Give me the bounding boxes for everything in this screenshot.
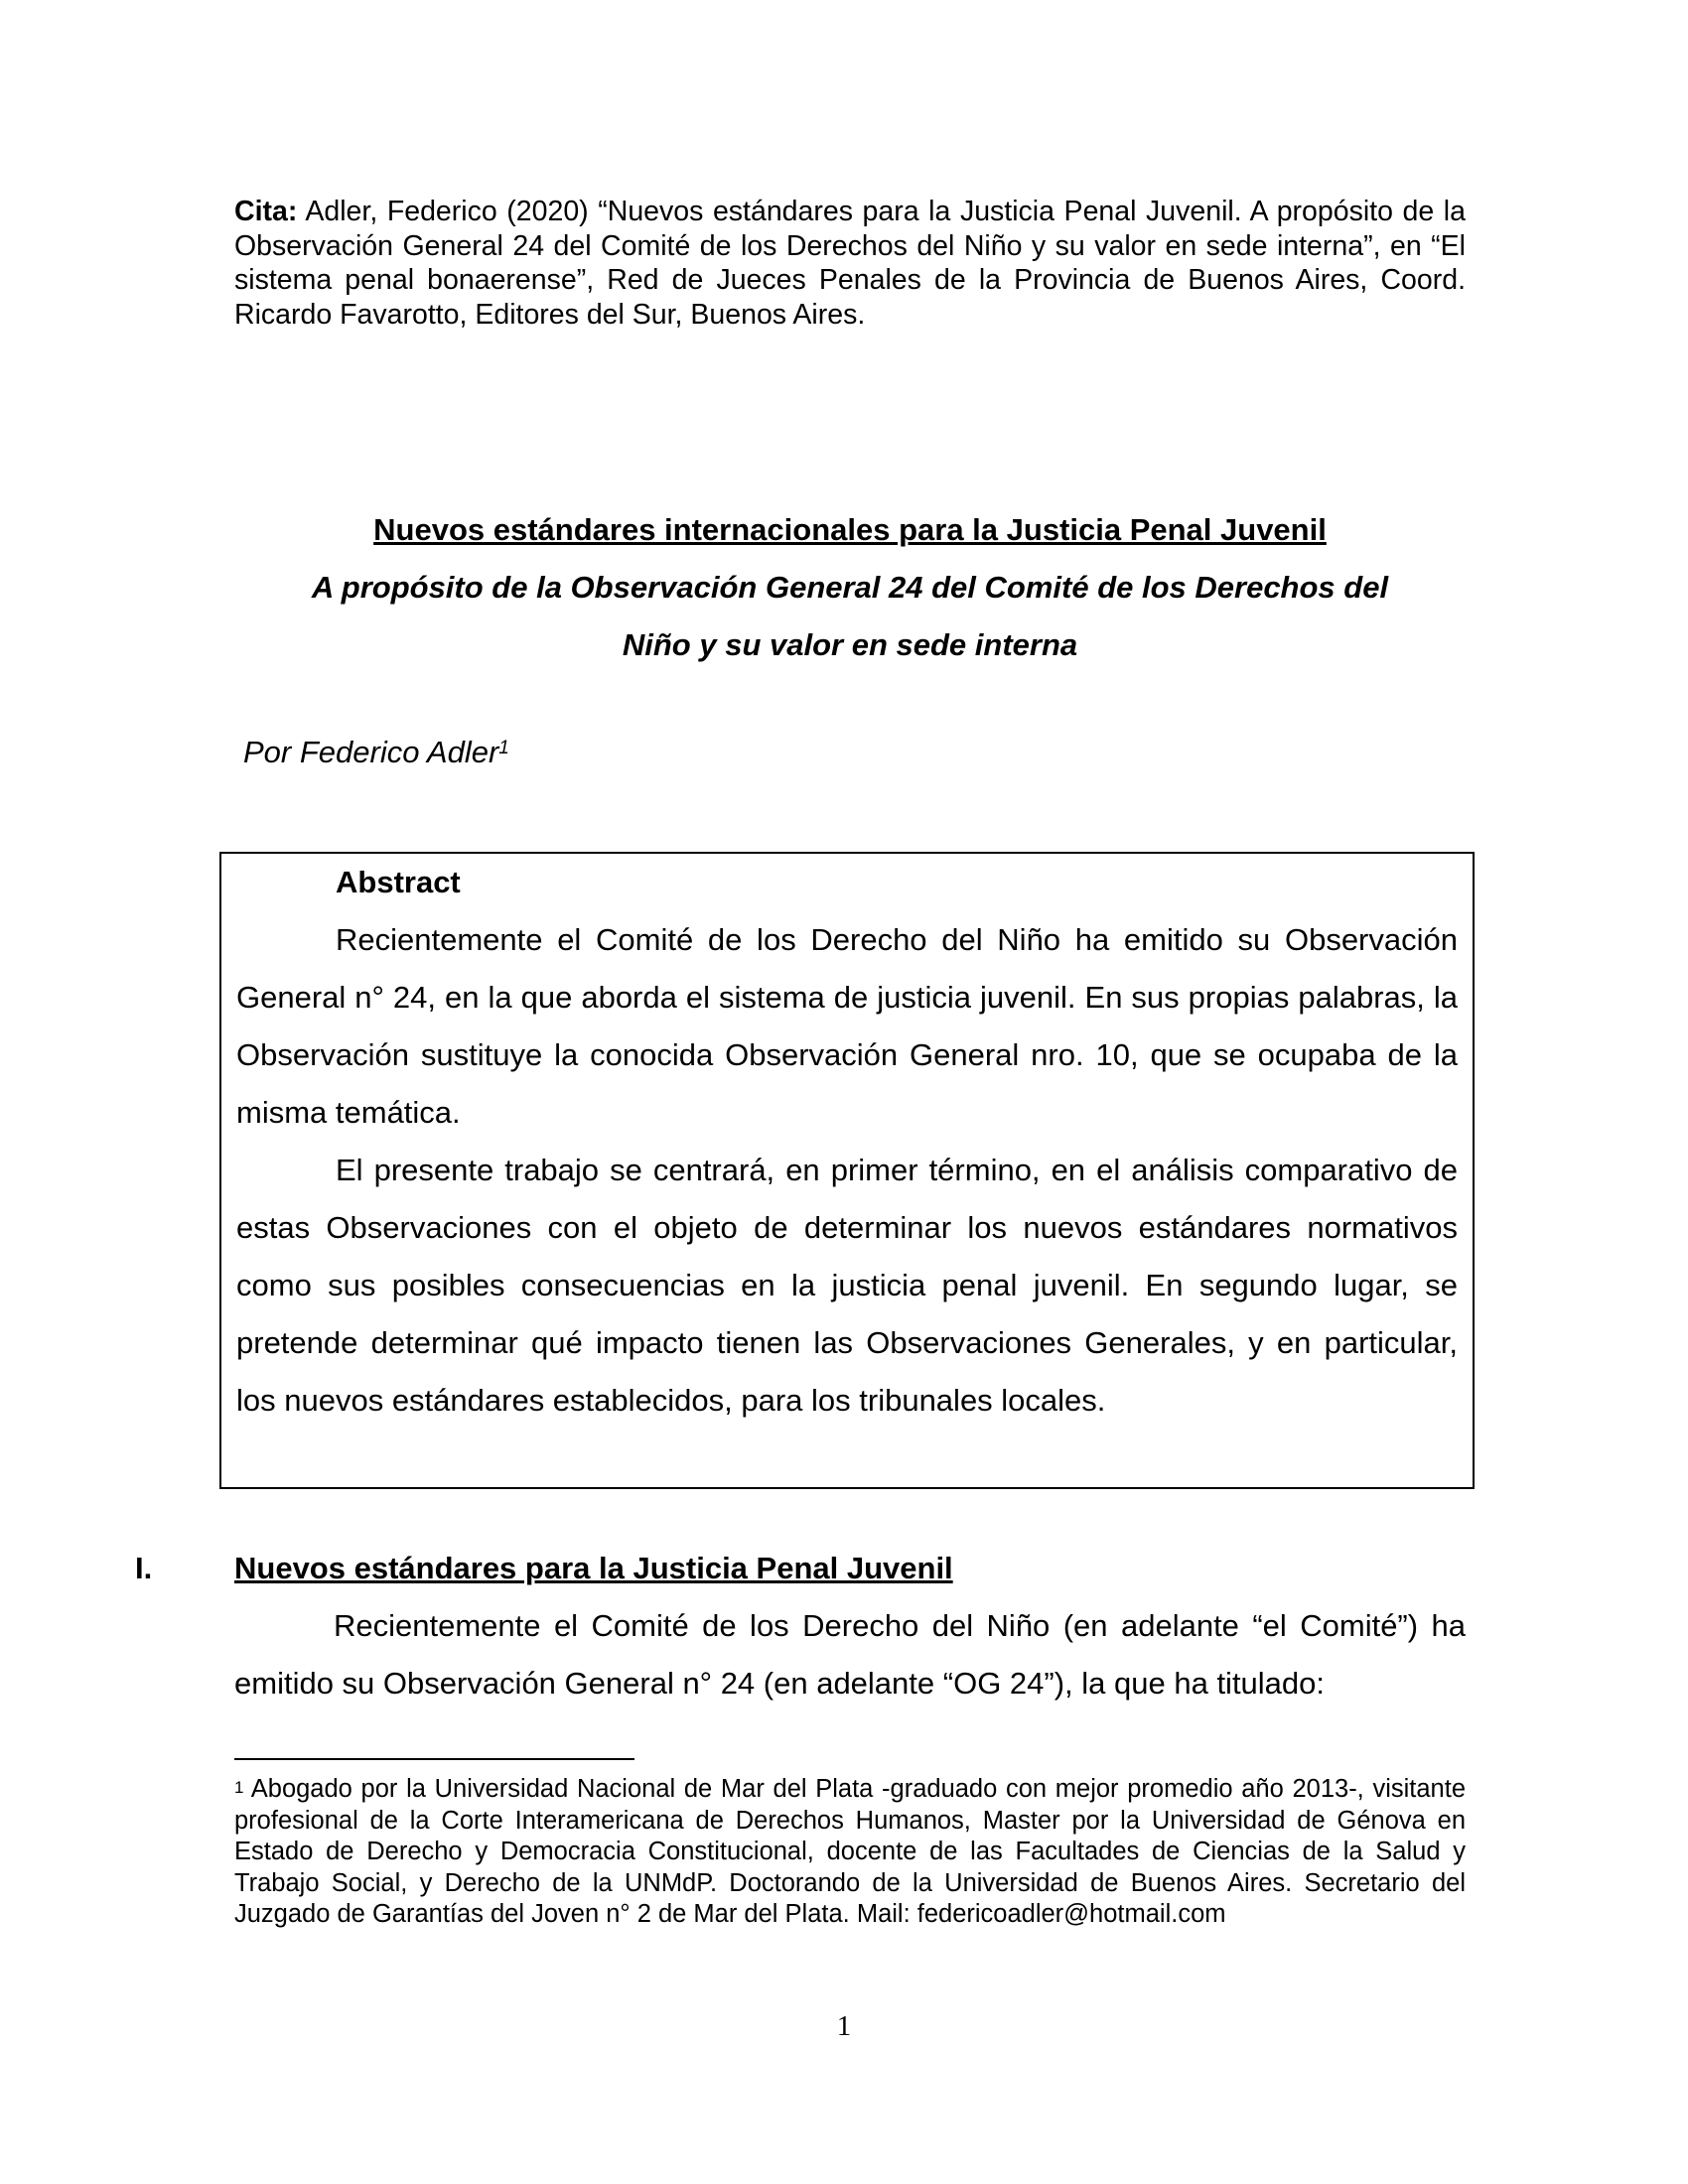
page-number: 1	[836, 2010, 852, 2042]
citation-block	[234, 195, 1466, 332]
footnote	[234, 1774, 1466, 1931]
footnote-reference[interactable]: 1	[498, 738, 509, 758]
section-number: I.	[135, 1551, 153, 1585]
footnote-text: Abogado por la Universidad Nacional de Mar del Plata -graduado con mejor promedio año 2013-, visitante profesional de la Corte Interamericana de Derechos Humanos, Master por la Universidad de Génova en Estado de Derecho y Democracia Constitucional, docente de las Facultades de Ciencias de la Salud y Trabajo Social, y Derecho de la UNMdP. Doctorando de la Universidad de Buenos Aires. Secretario del Juzgado de Garantías del Joven n° 2 de Mar del Plata. Mail: federicoadler@hotmail.com	[234, 1775, 1466, 1928]
section-title: Nuevos estándares para la Justicia Penal Juvenil	[234, 1551, 953, 1585]
citation-label: Cita:	[234, 196, 298, 227]
body-paragraph: Recientemente el Comité de los Derecho del Niño (en adelante “el Comité”) ha emitido su Observación General n° 24 (en adelante “OG 24”), la que ha titulado:	[234, 1608, 1466, 1701]
title-block	[234, 501, 1466, 674]
abstract-paragraph-2: El presente trabajo se centrará, en primer término, en el análisis comparativo de estas Observaciones con el objeto de determinar los nuevos estándares normativos como sus posibles consecuencias en la justicia penal juvenil. En segundo lugar, se pretende determinar qué impacto tienen las Observaciones Generales, y en particular, los nuevos estándares establecidos, para los tribunales locales.	[236, 1153, 1458, 1418]
document-subtitle-line-2: Niño y su valor en sede interna	[622, 627, 1078, 662]
abstract-paragraph-1: Recientemente el Comité de los Derecho del Niño ha emitido su Observación General n° 24, en la que aborda el sistema de justicia juvenil. En sus propias palabras, la Observación sustituye la conocida Observación General nro. 10, que se ocupaba de la misma temática.	[236, 922, 1458, 1130]
document-subtitle-line-1: A propósito de la Observación General 24 del Comité de los Derechos del	[311, 570, 1389, 605]
section-body	[234, 1597, 1466, 1712]
footnote-marker: 1	[234, 1778, 244, 1797]
abstract-heading: Abstract	[336, 865, 461, 899]
author-line	[243, 733, 509, 772]
document-title: Nuevos estándares internacionales para la Justicia Penal Juvenil	[373, 512, 1327, 547]
footnote-divider	[234, 1758, 634, 1760]
author-name: Por Federico Adler	[243, 735, 499, 769]
abstract-box	[219, 852, 1475, 1489]
abstract-content	[236, 854, 1458, 1430]
citation-text: Adler, Federico (2020) “Nuevos estándares para la Justicia Penal Juvenil. A propósito de la Observación General 24 del Comité de los Derechos del Niño y su valor en sede interna”, en “El sistema penal bonaerense”, Red de Jueces Penales de la Provincia de Buenos Aires, Coord. Ricardo Favarotto, Editores del Sur, Buenos Aires.	[234, 196, 1466, 331]
